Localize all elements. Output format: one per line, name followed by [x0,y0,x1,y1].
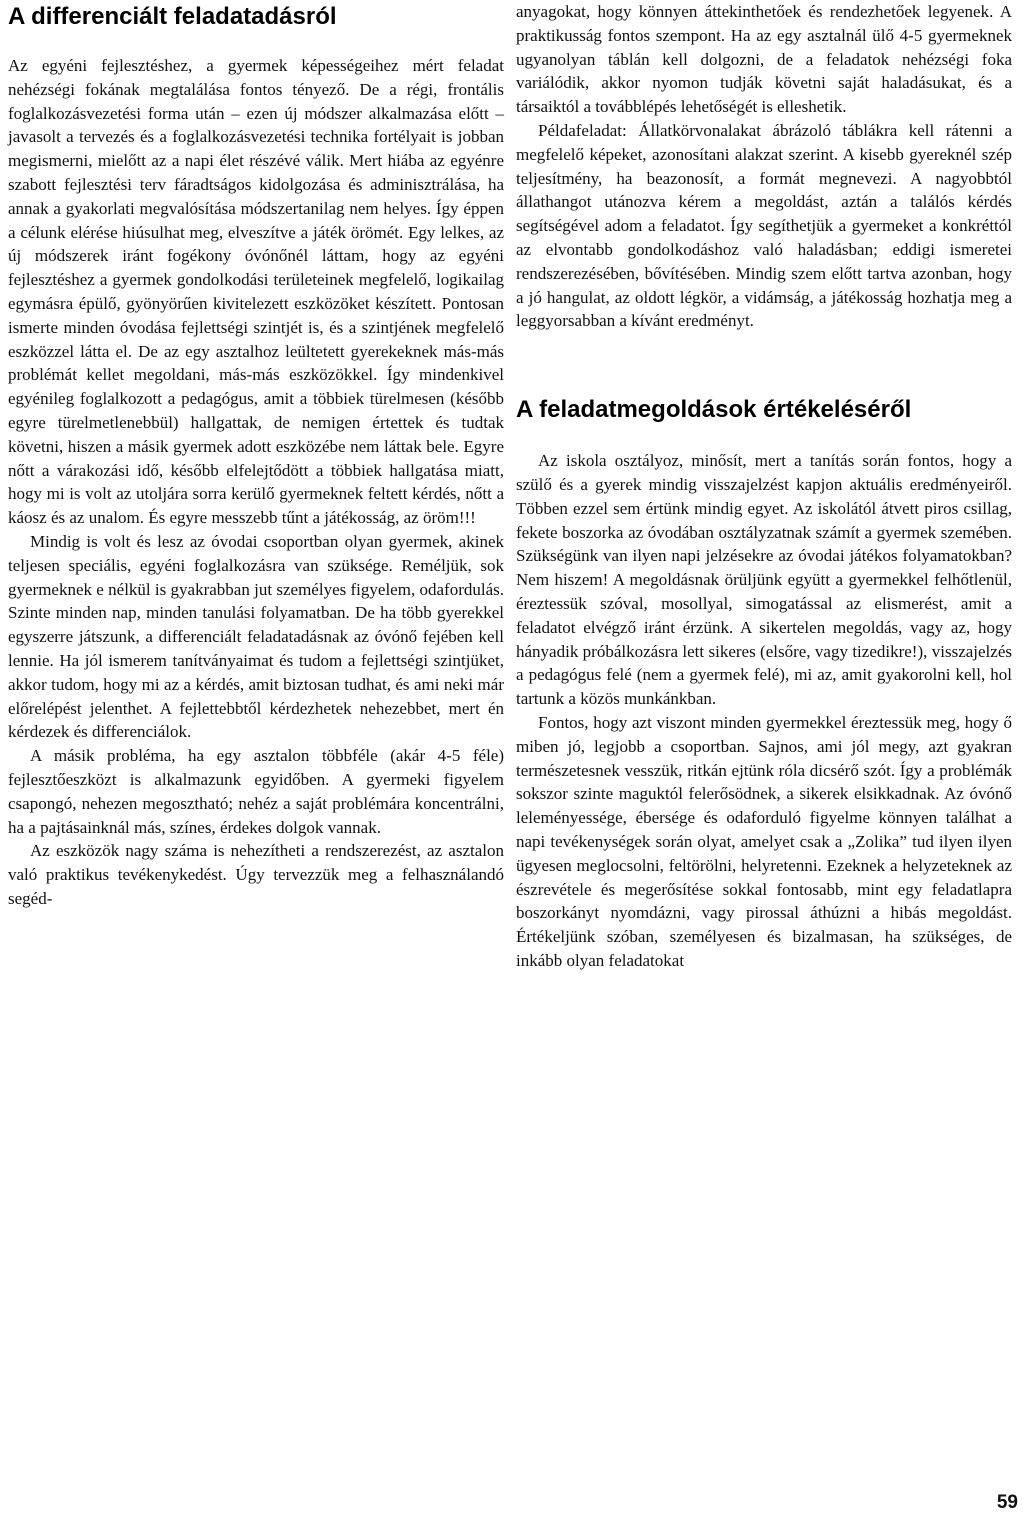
right-column [516,0,1012,973]
page-number: 59 [996,1492,1018,1513]
section-heading-evaluation: A feladatmegoldások értékeléséről [516,396,912,424]
paragraph: A másik probléma, ha egy asztalon többféle (akár 4-5 féle) fejlesztőeszközt is alkalmazunk egyidőben. A gyermeki figyelem csapongó, nehezen megosztható; nehéz a saját problémára koncentrálni, ha a pajtásainknál más, színes, érdekes dolgok vannak. [8,746,504,837]
paragraph: Az iskola osztályoz, minősít, mert a tanítás során fontos, hogy a szülő és a gyerek mindig visszajelzést kapjon aktuális eredményeiről. Többen ezzel sem értünk mindig egyet. Az iskolától átvett piros csillag, fekete boszorka az óvodában osztályzatnak számít a gyermek szemében. Szükségünk van ilyen napi jelzésekre az óvodai játékos folyamatokban? Nem hiszem! A megoldásnak örüljünk együtt a gyermekkel felhőtlenül, éreztessük szóval, mosollyal, simogatással az elismerést, amit a feladatot elvégző iránt érzünk. A sikertelen megoldás, vagy az, hogy hányadik próbálkozásra lett sikeres (elsőre, vagy tizedikre!), visszajelzés a pedagógus felé (nem a gyermek felé), mi az, amit gyakorolni kell, hol tartunk a közös munkánkban. [516,451,1012,709]
paragraph: Fontos, hogy azt viszont minden gyermekkel éreztessük meg, hogy ő miben jó, legjobb a csoportban. Sajnos, ami jól megy, azt gyakran természetesnek vesszük, ritkán ejtünk róla dicsérő szót. Így a problémák sokszor szinte maguktól felerősödnek, a sikerek elsikkadnak. Az óvónő leleményessége, ébersége és odaforduló figyelme könnyen találhat a napi tevékenységek során olyat, amelyet csak a „Zolika” tud ilyen ilyen ügyesen meglocsolni, feltörölni, helyretenni. Ezeknek a helyzeteknek az észrevétele és megerősítése sokkal fontosabb, mint egy feladatlapra boszorkányt nyomdázni, vagy pirossal áthúzni a hibás megoldást. Értékeljünk szóban, személyesen és bizalmasan, ha szükséges, de inkább olyan feladatokat [516,712,1012,970]
paragraph: Példafeladat: Állatkörvonalakat ábrázoló táblákra kell rátenni a megfelelő képeket, azonosítani alakzat szerint. A kisebb gyereknél szép teljesítmény, ha beazonosít, a formát megnevezi. A nagyobbtól állathangot utánozva kérem a megoldást, aztán a találós kérdés segítségével adom a feladatot. Így segíthetjük a gyermeket a konkréttól az elvontabb gondolkodáshoz való haladásban; eddigi ismeretei rendszerezésében, bővítésében. Mindig szem előtt tartva azonban, hogy a jó hangulat, az oldott légkör, a vidámság, a játékosság hozhatja meg a leggyorsabban a kívánt eredményt. [516,120,1012,331]
left-column [8,0,504,911]
section-heading-differentiated-tasks: A differenciált feladatadásról [8,3,337,30]
paragraph: Mindig is volt és lesz az óvodai csoportban olyan gyermek, akinek teljesen speciális, egyéni foglalkozásra van szüksége. Reméljük, sok gyermeknek e nélkül is gyakrabban jut személyes figyelem, odafordulás. Szinte minden nap, minden tanulási folyamatban. De ha több gyerekkel egyszerre játszunk, a differenciált feladatadásnak az óvónő fejében kell lennie. Ha jól ismerem tanítványaimat és tudom a fejlettségi szintjüket, akkor tudom, hogy mi az a kérdés, amit biztosan tudhat, és ami neki már előrelépést jelenthet. A fejlettebbtől kérdezhetek nehezebbet, mert én kérdezek és differenciálok. [8,531,504,742]
paragraph: anyagokat, hogy könnyen áttekinthetőek és rendezhetőek legyenek. A praktikusság fontos szempont. Ha az egy asztalnál ülő 4-5 gyermeknek ugyanolyan táblán kell dolgozni, de a feladatok nehézségi foka variálódik, akkor nyomon tudják követni saját haladásukat, és a társaiktól a továbblépés lehetőségét is elleshetik. [516,2,1012,117]
paragraph: Az egyéni fejlesztéshez, a gyermek képességeihez mért feladat nehézségi fokának megtalálása fontos tényező. De a régi, frontális foglalkozásvezetési forma után – ezen új módszer alkalmazása előtt – javasolt a tervezés és a foglalkozásvezetési technika fortélyait is jobban megismerni, mielőtt az a napi élet részévé válik. Mert hiába az egyénre szabott fejlesztési terv fáradtságos kidolgozása és adminisztrálása, ha annak a gyakorlati megvalósítása módszertanilag nem helyes. Így éppen a célunk elérése hiúsulhat meg, elveszítve a játék örömét. Egy lelkes, az új módszerek iránt fogékony óvónőnél láttam, hogy az egyéni fejlesztéshez a gyermek gondolkodási területeinek megfelelő, logikailag egymásra épülő, gyönyörűen kivitelezett eszközöket készített. Pontosan ismerte minden óvodása fejlettségi szintjét is, és a szintjének megfelelő eszközzel látta el. De az egy asztalhoz leültetett gyerekeknek más-más problémát kellet megoldani, más-más eszközökkel. Így mindenkivel egyénileg foglalkozott a pedagógus, amit a többiek türelmesen (később egyre türelmetlenebbül) hallgattak, de nemigen értettek és tudtak követni, hiszen a másik gyermek adott eszközébe nem láttak bele. Egyre nőtt a várakozási idő, később elfelejtődött a többiek hallgatása miatt, hogy mi is volt az utoljára sorra kerülő gyermeknek feltett kérdés, nőtt a káosz és az unalom. És egyre messzebb tűnt a játékosság, az öröm!!! [8,56,504,528]
paragraph: Az eszközök nagy száma is nehezítheti a rendszerezést, az asztalon való praktikus tevékenykedést. Úgy tervezzük meg a felhasználandó segéd- [8,841,504,908]
